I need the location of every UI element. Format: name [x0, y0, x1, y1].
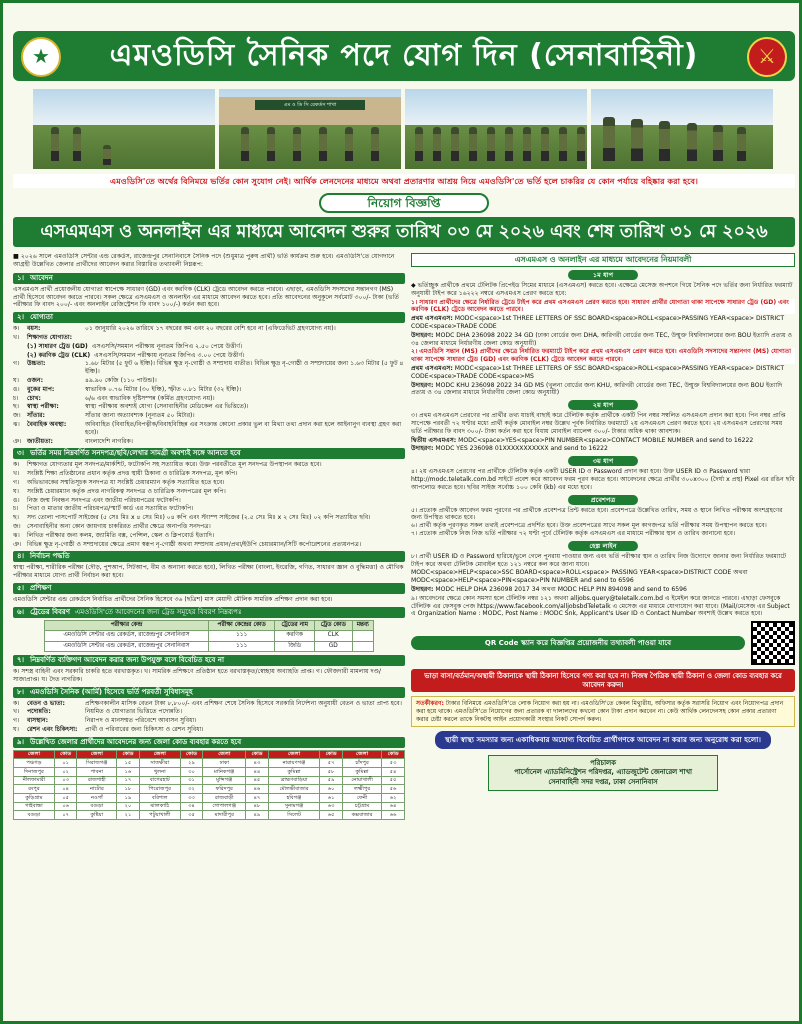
salute-photo [591, 89, 773, 169]
application-date-banner: এসএমএস ও অনলাইন এর মাধ্যমে আবেদন শুরুর তারিখ ০৩ মে ২০২৬ এবং শেষ তারিখ ৩১ মে ২০২৬ [13, 217, 795, 247]
step-1-pill: ১ম ধাপ [568, 270, 638, 280]
table-cell: ৩৩ [180, 794, 203, 803]
table-cell: ১৬ [117, 768, 140, 777]
table-cell: ৬৬ [382, 811, 405, 820]
table-cell: ৪৬ [246, 785, 269, 794]
table-row [14, 802, 405, 811]
list-item: গ। উচ্চতা: ১.৬৮ মিটার (৫ ফুট ৬ ইঞ্চি)। বিভিন্ন ক্ষুদ্র নৃ-গোষ্ঠী ও সম্প্রদায় ব্যতীত। বিভিন্ন ক্ষুদ্র নৃ-গোষ্ঠী ও সম্প্রদায়ের জন্য ১.৬৩ মিটার (৫ ফুট ৪ ইঞ্চি)। [13, 360, 404, 376]
table-cell: ০৭ [54, 811, 77, 820]
column-header: ট্রেড কোড [314, 620, 352, 630]
table-cell: রাজশাহী [77, 776, 117, 785]
column-header: জেলা [139, 750, 180, 759]
table-cell: ০৬ [54, 802, 77, 811]
signatory-title: পরিচালক [590, 758, 616, 767]
table-cell: ২০ [117, 802, 140, 811]
ineligible-text: ক। সশস্ত্র বাহিনী এবং সরকারি চাকরি হতে বরখাস্তকৃত। খ। সামরিক প্রশিক্ষণে প্রতিষ্ঠান হতে বরখাস্তকৃত/স্বেচ্ছায় অব্যাহতি প্রাপ্ত। গ। ফৌজদারী মামলায় দণ্ড/সাজাপ্রাপ্ত। ঘ। দৈত নাগরিক। [13, 668, 381, 683]
table-cell: ৩৫ [180, 811, 203, 820]
photo-strip [33, 89, 773, 169]
table-cell: এমওডিসি সেন্টার এন্ড রেকর্ডস, রাজেন্দ্রপুর সেনানিবাস [45, 641, 209, 651]
step-3-pill: ৩য় ধাপ [568, 456, 638, 466]
table-cell: সিরাজগঞ্জ [77, 759, 117, 768]
table-cell: ব্রাহ্মণবাড়িয়া [268, 776, 320, 785]
step-1-intro: ◆ ভর্তিচ্ছুক প্রার্থীকে প্রথমে টেলিটক প্রিপেইড সিমের মাধ্যমে (এসএমএস) করতে হবে। এক্ষেত্রে মেসেজ অপশনে গিয়ে সৈনিক পদে ভর্তির জন্য নির্ধারিত ফরম্যাট অনুযায়ী টাইপ করে ১৬২২২ নম্বরে এসএমএস প্রেরণ করতে হবে: [411, 282, 793, 297]
table-cell: হবিগঞ্জ [268, 794, 320, 803]
table-cell: লক্ষ্মীপুর [342, 785, 381, 794]
table-cell: পিরোজপুর [139, 785, 180, 794]
admit-card-text: ৫। প্রত্যেক প্রার্থীকে আবেদন ফরম পূরণের পর প্রার্থীকে প্রবেশপত্র প্রিন্ট করতে হবে। প্রবেশপত্রে উল্লেখিত তারিখ, সময় ও স্থানে লিখিত পরীক্ষায় অংশগ্রহণের জন্য উপস্থিত থাকতে হবে। ৬। প্রার্থী কর্তৃক পূরণকৃত সকল তথ্যই প্রবেশপত্রে প্রদর্শিত হবে। উক্ত প্রবেশপত্রের সাথে সকল মূল কাগজপত্র ভর্তি পরীক্ষার সময় উপস্থাপন করতে হবে। ৭। প্রত্যেক প্রার্থীকে নিজ নিজ ভর্তি পরীক্ষার ৭২ ঘণ্টা পূর্বে টেলিটক কর্তৃক এসএমএস এর মাধ্যমে পরীক্ষার স্থান ও তারিখ জানানো হবে। [411, 506, 783, 537]
column-header: জেলা [342, 750, 381, 759]
table-cell: ০৩ [54, 776, 77, 785]
table-cell: নোয়াখালী [342, 776, 381, 785]
list-item: খ। সংশ্লিষ্ট শিক্ষা প্রতিষ্ঠানের প্রধান কর্তৃক প্রদত্ত স্থায়ী ঠিকানা ও চারিত্রিক সনদপত্র, মূল কপি। [13, 470, 238, 478]
section-ineligible: ৭। নিম্নবর্ণিত ব্যক্তিগণ আবেদন করার জন্য উপযুক্ত বলে বিবেচিত হবে না [13, 655, 405, 666]
selection-text: স্বাস্থ্য পরীক্ষা, শারীরিক পরীক্ষা (দৌড়, পুশআপ, সিটআপ, বীম ও অন্যান্য করতে হবে), লিখিত পরীক্ষা (বাংলা, ইংরেজি, গণিত, সাধারণ জ্ঞান ও বুদ্ধিমত্তা) ও মৌখিক পরীক্ষার মাধ্যমে যোগ্য প্রার্থী নির্বাচন করা হবে। [13, 564, 404, 580]
table-cell [352, 631, 373, 641]
step-1-general: ১। সাধারণ প্রার্থীদের ক্ষেত্রে নির্ধারিত ট্রেডে টাইপ করে প্রথম এসএমএস প্রেরণ করতে হবে। সাধারণ প্রার্থীর যোগ্যতা থাকা সাপেক্ষে সাধারণ ট্রেড (GD) এবং করণিক (CLK) ট্রেডে আবেদন করতে পারবে। [411, 299, 795, 315]
section-benefits: ৮। এমওডিসি সৈনিক (আর্মি) হিসেবে ভর্তি পরবর্তী সুবিধাসমূহ [13, 687, 405, 698]
step-2-pill: ২য় ধাপ [568, 400, 638, 410]
section-application: ১। আবেদন [13, 273, 405, 284]
caution-box: সতর্কীকরণ: টাকার বিনিময়ে এমওডিসি'তে লোক নিয়োগ করা হয় না। এমওডিসি'তে কেবল মিথ্যুরীয়, অফিসার কর্তৃক সরাসরি নিয়োগ এবং নিয়োগপত্র প্রদান করা হয়ে থাকে। এমওডিসি'তে নিয়োগের জন্য প্রতারক বা দালালদের কখনো কোন টাকা প্রদান করবেন না। কেউ আর্থিক লেনদেনসহ কোন প্রকার প্রতারণা করার চেষ্টা করলে তাকে নিকটস্থ আইন প্রয়োগকারী সংস্থার নিকট সোপর্দ করুন। [411, 696, 795, 727]
sms-format-3: দ্বিতীয় এসএমএস: MODC<space>YES<space>PIN NUMBER<space>CONTACT MOBILE NUMBER and send to 16222 [411, 436, 754, 444]
column-header: ট্রেডের নাম [275, 620, 315, 630]
table-row [14, 768, 405, 777]
table-cell: ৬৩ [320, 802, 343, 811]
table-cell: ৪৪ [246, 768, 269, 777]
table-cell: ৫৪ [382, 768, 405, 777]
sms-format-1: প্রথম এসএমএস: MODC<space>1st THREE LETTERS OF SSC BOARD<space>ROLL<space>PASSING YEAR<space> DISTRICT CODE<space>TRADE CODE [411, 315, 785, 330]
step-3-text: ৪। ২য় এসএমএস প্রেরণের পর প্রার্থীকে টেলিটক কর্তৃক একটি USER ID ও Password প্রদান করা হবে। উক্ত USER ID ও Password দ্বারা http://modc.teletalk.com.bd সাইটে প্রবেশ করে আবেদন ফরম পূরণ করতে হবে। আবেদনের ক্ষেত্রে প্রার্থীর ৩০০x৩০০ (দৈর্ঘ্য x প্রস্থ) Pixel এর রঙিন ছবি আপলোড করতে হবে। ছবির সাইজ সর্বোচ্চ ১০০ কেবি (kb) এর মধ্যে হবে। [411, 468, 795, 491]
admit-card-pill: প্রবেশপত্র [568, 495, 638, 505]
eligibility-list [13, 325, 405, 445]
table-cell: চাঁদপুর [342, 759, 381, 768]
sms-example-2: উদাহরণ: MODC KHU 236098 2022 34 GD MS (খুলনা বোর্ডের জন্য KHU, কারিগরী বোর্ডের জন্য TEC, উন্মুক্ত বিশ্ববিদ্যালয়ের জন্য BOU ইত্যাদি প্রত্যয় ও ৩৪ জেলার মাধ্যমে নির্ধারণীয় জেলা কোড অনুযায়ী) [411, 381, 783, 397]
table-cell: মৌলভীবাজার [268, 785, 320, 794]
signatory-location: সেনাবাহিনী সদর দপ্তর, ঢাকা সেনানিবাস [548, 777, 658, 786]
list-item: খ। শিক্ষাগত যোগ্যতা: [13, 334, 73, 342]
table-cell: ৫৮ [320, 768, 343, 777]
table-cell: রংপুর [14, 785, 55, 794]
table-cell: ১১১ [208, 631, 274, 641]
table-cell: ১৫ [117, 759, 140, 768]
column-header: জেলা [77, 750, 117, 759]
table-cell: ৫৩ [382, 759, 405, 768]
list-item: ঞ। জাতীয়তা: বাংলাদেশি নাগরিক। [13, 437, 133, 445]
table-cell: ০৫ [54, 794, 77, 803]
table-cell: পঞ্চগড় [14, 759, 55, 768]
trade-table [44, 620, 374, 652]
notice-title: নিয়োগ বিজ্ঞপ্তি [319, 193, 489, 213]
column-header: পরীক্ষার কেন্দ্র [45, 620, 209, 630]
table-cell: ২১ [117, 811, 140, 820]
list-item: (১) সাধারণ ট্রেড (GD) এসএসসি/সমমান পরীক্ষায় নূন্যতম জিপিএ ২.৫০ পেয়ে উত্তীর্ণ। [27, 342, 243, 350]
list-item: ছ। সদ্য তোলা পাসপোর্ট সাইজের (৫ সেঃ মিঃ x ৪ সেঃ মিঃ) ০৪ কপি এবং স্ট্যাম্প সাইজের (২.৫ সেঃ মিঃ x ২ সেঃ মিঃ) ০২ কপি সত্যায়িত ছবি। [13, 514, 371, 522]
help-sms-format: MODC<space>HELP<space>SSC BOARD<space>ROLL<space> PASSING YEAR<space>DISTRICT CODE অথবা MODC<space>HELP<space>PIN<space>PIN NUMBER and send to 6596 [411, 569, 748, 585]
march-photo [405, 89, 587, 169]
warning-banner: এমওডিসি'তে অর্থের বিনিময়ে ভর্তির কোন সুযোগ নেই। আর্থিক লেনদেনের মাধ্যমে অথবা প্রতারণার আশ্রয় নিয়ে এমওডিসি'তে ভর্তি হলে চাকরির যে কোন পর্যায়ে বহিষ্কার করা হবে। [13, 174, 795, 188]
table-cell: নারায়ণগঞ্জ [268, 759, 320, 768]
building-sign: এম ও ডি সি রেকর্ডস শাখা [255, 100, 364, 110]
table-row [45, 641, 374, 651]
helpline-pill: হেল্প লাইন [568, 541, 638, 551]
table-cell: পটুয়াখালী [139, 811, 180, 820]
table-row [14, 811, 405, 820]
column-header: কোড [54, 750, 77, 759]
table-cell: ৪৭ [246, 794, 269, 803]
list-item: জ। সেনাবাহিনীর অন্য কোন জায়গায় চাকরিরত প্রার্থীর ক্ষেত্রে অনাপত্তি সনদপত্র। [13, 523, 211, 530]
table-cell: ৫৯ [320, 776, 343, 785]
training-photo [33, 89, 215, 169]
table-cell: ৫৭ [320, 759, 343, 768]
table-cell: ৬১ [320, 794, 343, 803]
table-cell: ৪৮ [246, 802, 269, 811]
list-item: ঘ। ওজন: ৪৯.৯০ কেজি (১১০ পাউন্ড)। [13, 377, 157, 385]
column-header: মন্তব্য [352, 620, 373, 630]
section-eligibility: ২। যোগ্যতা [13, 312, 405, 323]
list-item: ঝ। লিখিত পরীক্ষার জন্য কলম, জ্যামিতি বক্স, পেন্সিল, স্কেল ও ক্লিপবোর্ড ইত্যাদি। [13, 531, 215, 539]
table-cell: সাতক্ষীরা [139, 759, 180, 768]
table-cell: কক্সবাজার [342, 811, 381, 820]
list-item: খ। পদোন্নতি: নিয়মিত ও যোগ্যতার ভিত্তিতে পদোন্নতি। [13, 708, 183, 716]
table-cell: ৩০ [180, 768, 203, 777]
table-cell: নওগাঁ [77, 794, 117, 803]
section-selection: ৪। নির্বাচন পদ্ধতি [13, 551, 405, 562]
health-notice: স্থায়ী স্বাস্থ্য সমস্যার জন্য একাধিকবার অযোগ্য বিবেচিত প্রার্থীগণকে আবেদন না করার জন্য অনুরোধ করা হলো। [435, 731, 771, 748]
column-header: কোড [117, 750, 140, 759]
section-trades: ৬। ট্রেডের বিবরণ এমওডিসি'তে আবেদনের জন্য ট্রেড সমূহের বিবরণ নিম্নরূপঃ [13, 607, 405, 618]
table-cell: পাবনা [77, 768, 117, 777]
table-cell [352, 641, 373, 651]
table-cell: মাদারীপুর [203, 811, 246, 820]
column-header: জেলা [268, 750, 320, 759]
help-sms-example: উদাহরণ: MODC HELP DHA 236098 2017 34 অথবা MODC HELP PIN 894098 and send to 6596 [411, 585, 687, 593]
table-cell: GD [314, 641, 352, 651]
table-cell: ৪৯ [246, 811, 269, 820]
table-cell: বগুড়া [77, 802, 117, 811]
table-cell: CLK [314, 631, 352, 641]
list-item: চ। চোখ: ৬/৬ এবং স্বাভাবিক দৃষ্টিসম্পন্ন (কর্মিত গ্রহণযোগ্য নয়)। [13, 394, 215, 402]
signature-block [488, 755, 718, 792]
table-cell: জিডি [275, 641, 315, 651]
poster-title: এমওডিসি সৈনিক পদে যোগ দিন (সেনাবাহিনী) [109, 37, 699, 73]
qr-caption: QR Code স্ক্যান করে বিজ্ঞপ্তির প্রয়োজনীয় তথ্যাবলী পাওয়া যাবে [411, 636, 745, 650]
table-cell: ৩২ [180, 785, 203, 794]
list-item: ঘ। রেশন এবং চিকিৎসা: প্রার্থী ও পরিবারের জন্য চিকিৎসা ও রেশন সুবিধা। [13, 725, 204, 733]
left-column [13, 253, 405, 1019]
table-cell: ৬২ [382, 794, 405, 803]
table-cell: কুমিল্লা [268, 768, 320, 777]
table-cell: কুষ্টিয়া [77, 811, 117, 820]
table-cell: মুন্সিগঞ্জ [203, 776, 246, 785]
column-header: জেলা [14, 750, 55, 759]
table-cell: ১৯ [117, 794, 140, 803]
table-cell: গোপালগঞ্জ [203, 802, 246, 811]
table-row [14, 785, 405, 794]
helpline-text: ৮। প্রার্থী USER ID ও Password হারিয়ে/ভুলে গেলে পুনরায় পাওয়ার জন্য এবং ভর্তি পরীক্ষার স্থান ও তারিখ নিজ উদ্যোগে জানার জন্য নির্ধারিত ফরম্যাটে টাইপ করে অথবা টেলিটক মোবাইল হতে ১২১ নম্বরে কল করে জানা যাবে। [411, 552, 787, 568]
table-row [45, 631, 374, 641]
list-item: গ। অভিভাবকের সম্মতিসূচক সনদপত্র যা সংশ্লিষ্ট চেয়ারম্যান কর্তৃক সত্যায়িত হতে হবে। [13, 479, 225, 487]
benefits-list [13, 700, 405, 734]
list-item: জ। সাঁতার: সাঁতার জানা অত্যাবশ্যক (নূন্যতম ৫০ মিটার)। [13, 412, 195, 420]
army-crest-icon: ⚔ [747, 37, 787, 77]
table-cell: সিলেট [268, 811, 320, 820]
table-row [14, 794, 405, 803]
table-cell: ৬৪ [382, 802, 405, 811]
right-column [411, 253, 795, 1019]
table-cell: নাটোর [77, 785, 117, 794]
intro-text: ■ ২০২৬ সালে এমওডিসি সেন্টার এন্ড রেকর্ডস, রাজেন্দ্রপুর সেনানিবাসে সৈনিক পদে (শুধুমাত্র পুরুষ প্রার্থী) ভর্তি কার্যক্রম শুরু হবে। এমওডিসি'তে যোগদানে আগ্রহী উল্লেখিত জেলার প্রার্থীদের আবেদন করার বিস্তারিত তথ্যাবলী নিম্নরূপ: [13, 253, 395, 268]
qr-section [411, 621, 795, 665]
step-1-ms: ২। এমওডিসি সন্তান (MS) প্রার্থীদের ক্ষেত্রে নির্ধারিত ফরম্যাটে টাইপ করে প্রথম এসএমএস প্রেরণ করতে হবে। এমওডিসি সদস্যদের সন্তানগণ (MS) যোগ্যতা থাকা সাপেক্ষে সাধারণ ট্রেড (GD) এবং করণিক (CLK) ট্রেডে আবেদন করতে পারবে। [411, 348, 795, 364]
table-cell: ০২ [54, 768, 77, 777]
list-item: চ। পিতা ও মাতার জাতীয় পরিচয়পত্র/স্মার্ট কার্ড এর সত্যায়িত ফটোকপি। [13, 505, 194, 513]
list-item: ক। বেতন ও ভাতা: প্রশিক্ষণকালীন মাসিক বেতন টাকা ৮,৮০০/- এবং প্রশিক্ষণ শেষে সৈনিক হিসেবে সরকারি নির্দেশনা অনুযায়ী বেতন ও ভাতা প্রাপ্য হবে। [13, 699, 402, 707]
table-cell: ফেনী [342, 794, 381, 803]
table-cell: ৬০ [320, 785, 343, 794]
table-cell: ৫৫ [382, 776, 405, 785]
table-cell: ০১ [54, 759, 77, 768]
sms-example-1: উদাহরণ: MODC DHA 236098 2022 34 GD (ঢাকা বোর্ডের জন্য DHA, কারিগরী বোর্ডের জন্য TEC, উন্মুক্ত বিশ্ববিদ্যালয়ের জন্য BOU ইত্যাদি প্রত্যয় ও ৩৪ জেলার মাধ্যমে নির্ধারণীয় জেলা কোড অনুযায়ী) [411, 331, 793, 347]
table-cell: ঢাকা [203, 759, 246, 768]
table-cell: ৪৩ [246, 759, 269, 768]
helpline-contact: ৯। আবেদনের ক্ষেত্রে কোন সমস্যা হলে টেলিটক নম্বর ১২১ অথবা alljobs.query@teletalk.com.bd এ ইমেইল করে জানতে পারবে। এছাড়া ফেসবুকে টেলিটক এর ফেসবুক পেজ https://www.facebook.com/alljobsbdTeletalk এ মেসেজ এর মাধ্যমে যোগাযোগ করা যাবে। (Mail/মেসেজ এর Subject এ Organization Name : MODC, Post Name : MODC Snk, Applicant's User ID ও Contact Number অবশ্যই উল্লেখ করতে হবে। [411, 594, 790, 618]
column-header: কোড [246, 750, 269, 759]
list-item: ঝ। বৈবাহিক অবস্থা: অবিবাহিত (বিবাহিত/বিপত্নীক/বিবাহবিচ্ছিন্ন এর সংক্রান্ত কোনো প্রকার ভুল বা মিথ্যা তথ্য প্রদান করা হলে আইনানুগ ব্যবস্থা গ্রহণ করা হবে)। [13, 421, 402, 436]
list-item: ঙ। নিজ জন্ম নিবন্ধন সনদপত্র এবং জাতীয় পরিচয়পত্রের ফটোকপি। [13, 496, 181, 504]
table-cell: ০৪ [54, 785, 77, 794]
section-training: ৫। প্রশিক্ষণ [13, 583, 405, 594]
application-text: এসএমএস প্রার্থী প্রয়োজনীয় যোগ্যতা স্বাপেক্ষে সাধারণ (GD) এবং করণিক (CLK) ট্রেডে আবেদন করতে পারবে। এছাড়া, এমওডিসি সদস্যদের সন্তানগণ (MS) প্রার্থী হিসেবে আবেদন করতে পারবে। সকল ক্ষেত্রে এসএমএস ও অনলাইন এর মাধ্যমে আবেদন করতে হবে। প্রতি আবেদনের অনুকূলে সর্বমোট ৩০০/- টাকা (ভর্তি পরীক্ষার ফি বাবদ ২০০/- এবং অনলাইন রেজিস্ট্রেশন ফি বাবদ ১০০/-) কর্তন করা হবে। [13, 285, 399, 309]
list-item: ছ। স্বাস্থ্য পরীক্ষা: স্বাস্থ্য পরীক্ষায় অবশ্যই যোগ্য (সেনাবাহিনীর মেডিকেল এর ভিত্তিতে)। [13, 403, 249, 411]
table-cell: ঝালকাঠি [139, 802, 180, 811]
sms-example-3: উদাহরণ: MODC YES 236098 01XXXXXXXXXXX and send to 16222 [411, 445, 608, 453]
table-cell: ৩৪ [180, 802, 203, 811]
table-cell: দিনাজপুর [14, 768, 55, 777]
table-cell: ১১১ [208, 641, 274, 651]
column-header: কোড [382, 750, 405, 759]
training-text: এমওডিসি সেন্টার এন্ড রেকর্ডসে নির্বাচিত প্রার্থীদের সৈনিক হিসেবে ৩৬ (ছত্রিশ) মাস মেয়াদী মৌলিক সামরিক প্রশিক্ষণ প্রদান করা হবে। [13, 595, 333, 603]
list-item: ঞ। বিভিন্ন ক্ষুদ্র নৃ-গোষ্ঠী ও সম্প্রদায়ের ক্ষেত্রে প্রমাণ স্বরূপ নৃ-গোষ্ঠী অথবা সম্প্রদায় প্রধান/প্রথা/ইউপি চেয়ারম্যান/সিটি কর্পোরেশনের প্রত্যয়নপত্র। [13, 540, 362, 548]
signatory-office: পার্সোনেল এ্যাডমিনিস্ট্রেশন পরিদপ্তর, এ্যাডজুটেন্ট জেনারেল শাখা [514, 768, 692, 777]
column-header: পরীক্ষা কেন্দ্রের কোড [208, 620, 274, 630]
step-2-text: ৩। প্রথম এসএমএস প্রেরণের পর প্রার্থীর তথ্য যাচাই বাছাই করে টেলিটক কর্তৃক প্রার্থীকে একটি পিন নম্বর সম্বলিত এসএমএস প্রদান করা হবে। পিন নম্বর প্রাপ্তি সাপেক্ষে পরবর্তী ৭২ ঘণ্টার মধ্যে প্রার্থী কর্তৃক মোবাইল নম্বর উল্লেখ পূর্বক নির্ধারিত ফরম্যাটে ২য় এসএমএস প্রেরণ করতে হবে। ২য় এসএমএস প্রেরণের সময় ভর্তি পরীক্ষার ফি বাবদ ৩০০/- টাকা কর্তন করা হবে বিধায় মোবাইল ব্যালেন্স ৩০০/- টাকার অধিক থাকা আবশ্যক। [411, 412, 786, 435]
table-row [14, 776, 405, 785]
poster-header [13, 31, 795, 81]
table-cell: ৬৫ [320, 811, 343, 820]
list-item: ক। বয়স: ০১ জানুয়ারি ২০২৬ তারিখে ১৭ বছরের কম এবং ২০ বছরের বেশি হবে না (এফিডেভিট গ্রহণযোগ্য নয়)। [13, 325, 336, 333]
table-cell: ২৯ [180, 759, 203, 768]
column-header: কোড [180, 750, 203, 759]
address-warning: ভাড়া বাসা/বর্তমান/অস্থায়ী ঠিকানাকে স্থায়ী ঠিকানা হিসেবে গণ্য করা হবে না। নিজস্ব পৈত্রিক স্থায়ী ঠিকানা ও জেলা কোড ব্যবহার করে আবেদন করুন। [411, 669, 795, 692]
list-item: গ। বাসস্থান: নিরাপদ ও মানসম্মত পরিবেশে আবাসন সুবিধা। [13, 717, 197, 725]
army-emblem-icon: ★ [21, 37, 61, 77]
list-item: ঘ। সংশ্লিষ্ট চেয়ারম্যান কর্তৃক প্রদত্ত নাগরিকত্ব সনদপত্র ও চারিত্রিক সনদপত্রের মূল কপি। [13, 487, 226, 495]
column-header: কোড [320, 750, 343, 759]
qr-code-icon[interactable] [751, 621, 795, 665]
table-cell: এমওডিসি সেন্টার এন্ড রেকর্ডস, রাজেন্দ্রপুর সেনানিবাস [45, 631, 209, 641]
district-code-table [13, 750, 405, 820]
table-cell: বগুড়া [14, 811, 55, 820]
rules-title: এসএমএস ও অনলাইন এর মাধ্যমে আবেদনের নিয়মাবলী [411, 253, 795, 267]
parade-photo [219, 89, 401, 169]
table-cell: ৫৬ [382, 785, 405, 794]
sms-format-2: প্রথম এসএমএস: MODC<space>1st THREE LETTERS OF SSC BOARD<space>ROLL<space>PASSING YEAR<space> DISTRICT CODE<space>TRADE CODE<space>MS [411, 364, 785, 380]
table-cell: গাইবান্ধা [14, 802, 55, 811]
table-cell: ৩১ [180, 776, 203, 785]
documents-list [13, 461, 405, 548]
table-cell: কুমিল্লা [342, 768, 381, 777]
table-cell: সুনামগঞ্জ [268, 802, 320, 811]
table-cell: চট্টগ্রাম [342, 802, 381, 811]
table-row [14, 759, 405, 768]
section-district-codes: ৯। উল্লেখিত জেলার প্রার্থীদের আবেদনের জন্য জেলা কোড ব্যবহার করতে হবে [13, 737, 405, 748]
table-cell: কুড়িগ্রাম [14, 794, 55, 803]
list-item: ক। শিক্ষাগত যোগ্যতার মূল সনদপত্র/মার্কশিট, ফটোকপি সহ সত্যায়িত করে। উক্ত পরবর্তীতে মূল সনদপত্র উপস্থাপন করতে হবে। [13, 461, 322, 469]
table-cell: ১৭ [117, 776, 140, 785]
list-item: ঙ। বুকের মাপ: স্বাভাবিক ০.৭৬ মিটার (৩০ ইঞ্চি), স্ফীত ০.৮১ মিটার (৩২ ইঞ্চি)। [13, 385, 242, 393]
table-cell: মানিকগঞ্জ [203, 768, 246, 777]
section-documents: ৩। ভর্তির সময় নিম্নবর্ণিত সনদপত্র/ছবি/লেখার সামগ্রী অবশ্যই সঙ্গে আনতে হবে [13, 448, 405, 459]
table-cell: ৪৫ [246, 776, 269, 785]
table-cell: বাগেরহাট [139, 776, 180, 785]
list-item: (২) করণিক ট্রেড (CLK) এসএসসি/সমমান পরীক্ষায় নূন্যতম জিপিএ ৩.০০ পেয়ে উত্তীর্ণ। [27, 351, 245, 359]
table-cell: ফরিদপুর [203, 785, 246, 794]
table-cell: করণিক [275, 631, 315, 641]
table-cell: রাজবাড়ী [203, 794, 246, 803]
table-cell: বরিশাল [139, 794, 180, 803]
table-cell: নীলফামারী [14, 776, 55, 785]
table-cell: ১৮ [117, 785, 140, 794]
table-cell: খুলনা [139, 768, 180, 777]
column-header: জেলা [203, 750, 246, 759]
